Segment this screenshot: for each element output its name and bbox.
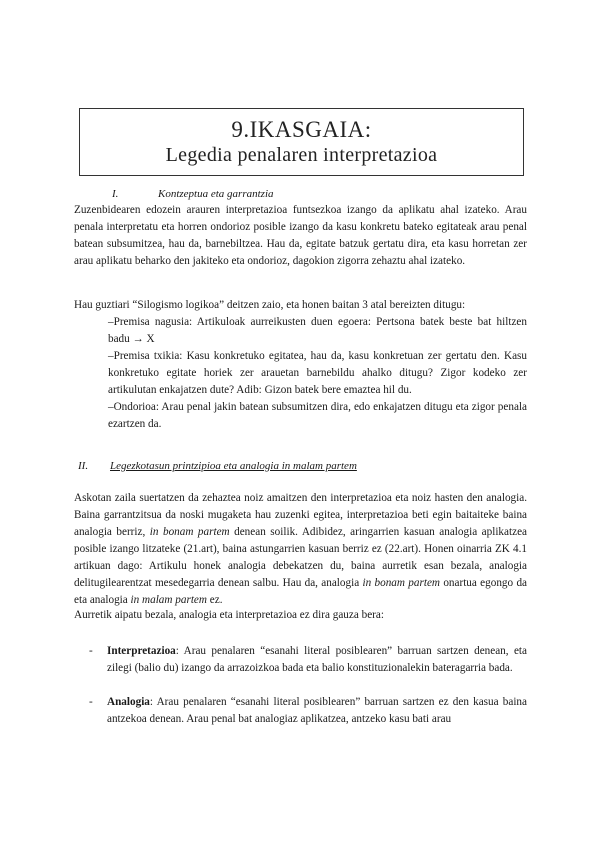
bullet-term: Analogia bbox=[107, 696, 150, 708]
premise-minor: –Premisa txikia: Kasu konkretuko egitatea, hau da, kasu konkretuan zer gertatu den. Kasu konkretuko egitate horiek zer arauetan barnebildu ahalko ditugu? Zigor kodeko zer artikulutan enkajatzen dute? Adib: Gizon batek bere emaztea hil du. bbox=[108, 350, 527, 396]
title-box bbox=[79, 108, 524, 176]
bullet-dash: - bbox=[89, 645, 93, 657]
section-2-paragraph-1: Askotan zaila suertatzen da zehaztea noiz amaitzen den interpretazioa eta noiz hasten den analogia. Baina garrantzitsua da noski mugaketa hau zuzenki egitea, interpretazioa beti egin baitaiteke baina analogia berriz, in bonam partem denean soilik. Adibidez, aringarrien kasuan analogia aplikatzea posible izango litzateke (21.art), baina astungarrien kasuan berriz ez (22.art). Honen oinarria ZK 4.1 artikuan dago: Artikulu honek analogia debekatzen du, baina aurretik esan bezala, analogia delitugilearentzat mesedegarria denean salbu. Hau da, analogia in bonam partem onartua egongo da eta analogia in malam partem ez. bbox=[74, 492, 527, 606]
section-1-number: I. bbox=[112, 188, 119, 200]
section-1-paragraph-1: Zuzenbidearen edozein arauren interpretazioa funtsezkoa izango da aplikatu ahal izateko. Arau penala interpretatu eta horren ondorioz posible izango da kasu konkretu bateko egitateak arau penal batean subsumitzea, hau da, barnebiltzea. Hau da, egitate batzuk gertatu dira, eta kasu horretan zer arau aplikatu beharko den jakiteko eta ondorioz, dagokion zigorra zehaztu ahal izateko. bbox=[74, 204, 527, 267]
section-1-title: Kontzeptua eta garrantzia bbox=[158, 188, 274, 200]
bullet-term: Interpretazioa bbox=[107, 645, 176, 657]
section-2-title: Legezkotasun printzipioa eta analogia in malam partem bbox=[110, 460, 357, 472]
lesson-subtitle: Legedia penalaren interpretazioa bbox=[165, 144, 438, 166]
latin-term: in bonam partem bbox=[362, 577, 440, 589]
section-1-paragraph-2: Hau guztiari “Silogismo logikoa” deitzen zaio, eta honen baitan 3 atal bereizten ditugu: bbox=[74, 299, 466, 311]
bullet-dash: - bbox=[89, 696, 93, 708]
section-1-heading bbox=[112, 187, 274, 201]
bullet-text: : Arau penalaren “esanahi literal posiblearen” barruan sartzen denean, eta zilegi (balio du) izango da arrazoizkoa bada eta balio konstituzionalekin bateragarria bada. bbox=[107, 645, 527, 674]
bullet-interpretation bbox=[89, 643, 527, 677]
section-2-paragraph-2: Aurretik aipatu bezala, analogia eta interpretazioa ez dira gauza bera: bbox=[74, 609, 384, 621]
bullet-text: : Arau penalaren “esanahi literal posiblearen” barruan sartzen ez den kasua baina antzekoa denean. Arau penal bat analogiaz aplikatzea, antzeko kasu bati arau bbox=[107, 696, 527, 725]
bullet-analogy bbox=[89, 694, 527, 728]
latin-term: in malam partem bbox=[130, 594, 207, 606]
section-2-number: II. bbox=[78, 460, 89, 472]
premise-major: –Premisa nagusia: Artikuloak aurreikusten duen egoera: Pertsona batek beste bat hiltzen badu → X bbox=[108, 316, 527, 345]
lesson-title: 9.IKASGAIA: bbox=[231, 117, 372, 142]
premise-conclusion: –Ondorioa: Arau penal jakin batean subsumitzen dira, edo enkajatzen ditugu eta zigor penala ezartzen da. bbox=[108, 401, 527, 430]
latin-term: in bonam partem bbox=[149, 526, 230, 538]
section-2-heading bbox=[78, 459, 357, 473]
